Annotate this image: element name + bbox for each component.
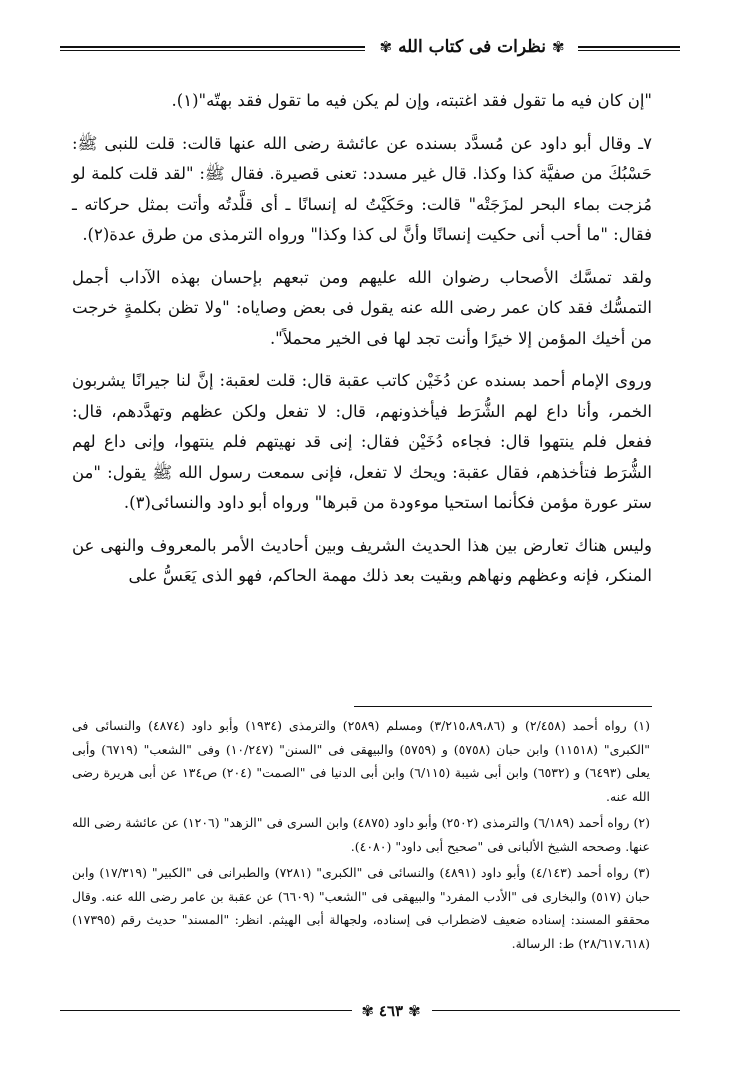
flower-ornament-icon: ✾ — [379, 38, 393, 56]
running-header — [60, 34, 680, 60]
flower-ornament-icon: ✾ — [361, 1002, 374, 1020]
header-title-block — [372, 34, 572, 60]
footnote: (٣) رواه أحمد (٤/١٤٣) وأبو داود (٤٨٩١) والنسائى فى "الكبرى" (٧٢٨١) والطبرانى فى "الكبير" (١٧/٣١٩) وابن حبان (٥١٧) والبخارى فى "الأدب المفرد" والبيهقى فى "الشعب" (٦٦٠٩) عن عقبة بن عامر رضى الله عنه. وقال محققو المسند: إسناده ضعيف لاضطراب فى إسناده، ولجهالة أبى الهيثم. انظر: "المسند" حديث رقم (١٧٣٩٥) (٢٨/٦١٧،٦١٨) ط: الرسالة. — [72, 865, 651, 951]
paragraph: "إن كان فيه ما تقول فقد اغتبته، وإن لم يكن فيه ما تقول فقد بهتّه"(١). — [171, 91, 652, 110]
footer-rule-left — [60, 1010, 352, 1011]
footnote: (٢) رواه أحمد (٦/١٨٩) والترمذى (٢٥٠٢) وأبو داود (٤٨٧٥) وابن السرى فى "الزهد" (١٢٠٦) عن عائشة رضى الله عنها. وصححه الشيخ الألبانى فى "صحيح أبى داود" (٤٠٨٠). — [72, 815, 650, 854]
header-rule-left — [60, 46, 365, 48]
flower-ornament-icon: ✾ — [551, 38, 565, 56]
paragraph: وروى الإمام أحمد بسنده عن دُخَيْن كاتب عقبة قال: قلت لعقبة: إنَّ لنا جيرانًا يشربون الخمر، وأنا داع لهم الشُّرَط فيأخذونهم، قال: لا تفعل ولكن عظهم وتهدَّدهم، قال: ففعل فلم ينتهوا قال: فجاءه دُخَيْن فقال: إنى قد نهيتهم فلم ينتهوا، وإنى داع لهم الشُّرَط فتأخذهم، فقال عقبة: ويحك لا تفعل، فإنى سمعت رسول الله ﷺ يقول: "من ستر عورة مؤمن فكأنما استحيا موءودة من قبرها" ورواه أبو داود والنسائى(٣). — [72, 371, 652, 512]
running-title: نظرات فى كتاب الله — [398, 37, 546, 57]
page-footer — [60, 1000, 680, 1022]
flower-ornament-icon: ✾ — [408, 1002, 421, 1020]
header-rule-right — [578, 46, 680, 48]
paragraph: ٧ـ وقال أبو داود عن مُسدَّد بسنده عن عائشة رضى الله عنها قالت: قلت للنبى ﷺ: حَسْبُكَ من صفيَّة كذا وكذا. قال غير مسدد: تعنى قصيرة. فقال ﷺ: "لقد قلت كلمة لو مُزجت بماء البحر لمزَجَتْه" قالت: وحَكَيْتُ له إنسانًا ـ أى قلَّدتُه وأتت بمثل حركاته ـ فقال: "ما أحب أنى حكيت إنسانًا وأنَّ لى كذا وكذا" ورواه الترمذى من طرق عدة(٢). — [72, 133, 652, 244]
page-number-block — [356, 1000, 426, 1022]
paragraph: وليس هناك تعارض بين هذا الحديث الشريف وبين أحاديث الأمر بالمعروف والنهى عن المنكر، فإنه وعظهم ونهاهم وبقيت بعد ذلك مهمة الحاكم، فهو الذى يَعَسُّ على — [72, 535, 652, 585]
footer-rule-right — [432, 1010, 680, 1011]
main-text — [72, 86, 652, 604]
footnote-separator — [354, 706, 652, 707]
page-number: ٤٦٣ — [378, 1002, 404, 1020]
footnotes — [72, 714, 650, 958]
footnote: (١) رواه أحمد (٢/٤٥٨) و (٣/٢١٥،٨٩،٨٦) ومسلم (٢٥٨٩) والترمذى (١٩٣٤) وأبو داود (٤٨٧٤) والنسائى فى "الكبرى" (١١٥١٨) وابن حبان (٥٧٥٨) و (٥٧٥٩) والبيهقى فى "السنن" (١٠/٢٤٧) وفى "الشعب" (٦٧١٩) وأبى يعلى (٦٤٩٣) و (٦٥٣٢) وابن أبى شيبة (٦/١١٥) وابن أبى الدنيا فى "الصمت" (٢٠٤) ص١٣٤ عن أبى هريرة رضى الله عنه. — [72, 718, 650, 804]
paragraph: ولقد تمسَّك الأصحاب رضوان الله عليهم ومن تبعهم بإحسان بهذه الآداب أجمل التمسُّك فقد كان عمر رضى الله عنه يقول فى بعض وصاياه: "ولا تظن بكلمةٍ خرجت من أخيك المؤمن إلا خيرًا وأنت تجد لها فى الخير محملاً". — [72, 267, 652, 348]
